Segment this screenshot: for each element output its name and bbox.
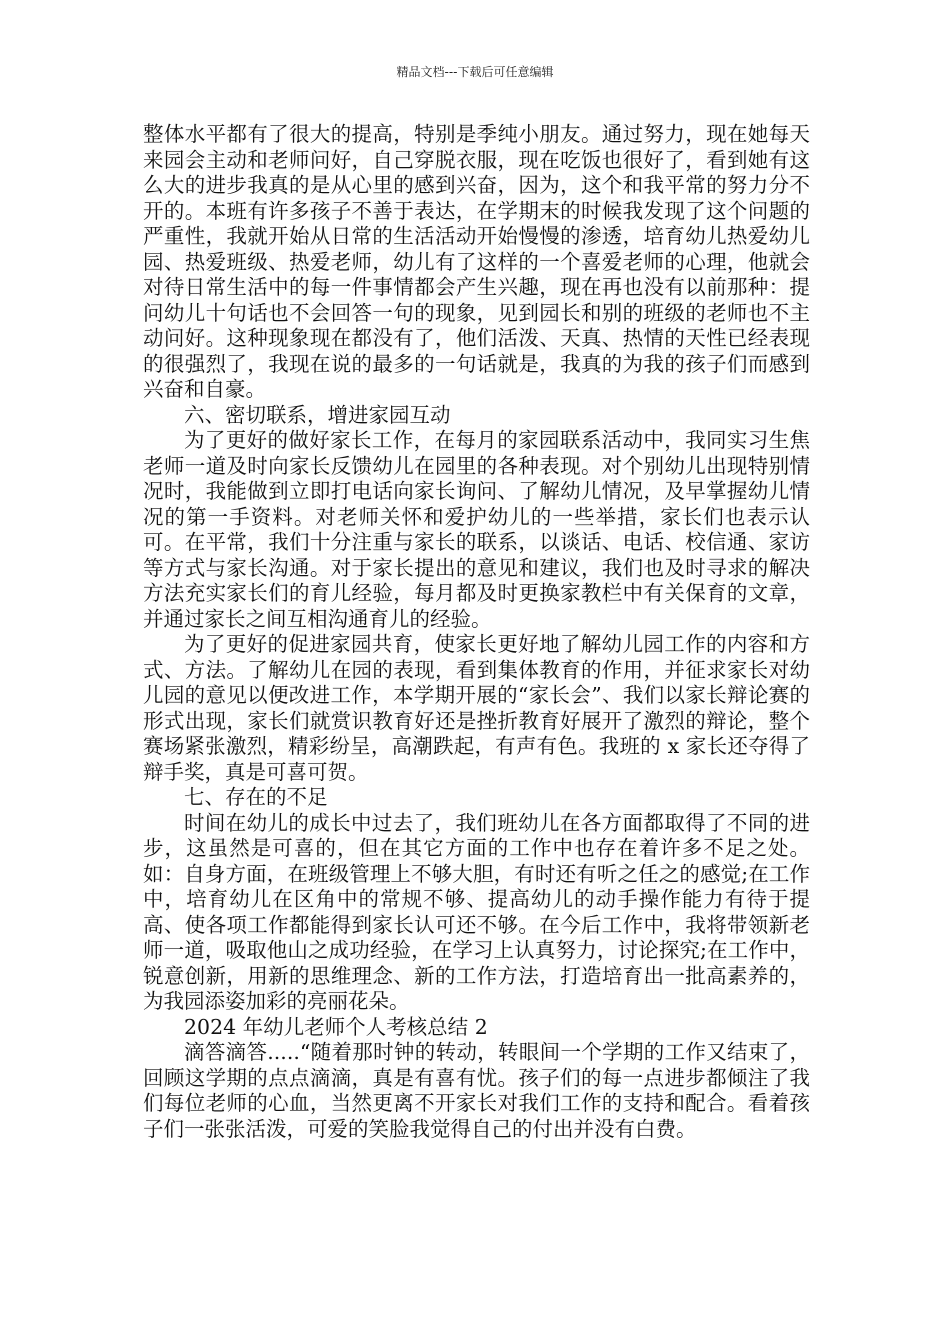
paragraph-home-school-2: 为了更好的促进家园共育，使家长更好地了解幼儿园工作的内容和方式、方法。了解幼儿在园的表现，看到集体教育的作用，并征求家长对幼儿园的意见以便改进工作，本学期开展的“家长会”、我们以家长辩论赛的形式出现，家长们就赏识教育好还是挫折教育好展开了激烈的辩论，整个赛场紧张激烈，精彩纷呈，高潮跌起，有声有色。我班的 x 家长还夺得了辩手奖，真是可喜可贺。: [143, 632, 810, 784]
section-heading-seven: 七、存在的不足: [184, 785, 328, 809]
paragraph-shortcomings: 时间在幼儿的成长中过去了，我们班幼儿在各方面都取得了不同的进步，这虽然是可喜的，但在其它方面的工作中也存在着许多不足之处。如：自身方面，在班级管理上不够大胆，有时还有听之任之的感觉;在工作中，培育幼儿在区角中的常规不够、提高幼儿的动手操作能力有待于提高、使各项工作都能得到家长认可还不够。在今后工作中，我将带领新老师一道，吸取他山之成功经验，在学习上认真努力，讨论探究;在工作中，锐意创新，用新的思维理念、新的工作方法，打造培育出一批高素养的，为我园添姿加彩的亮丽花朵。: [143, 810, 810, 1013]
paragraph-intro-2: 滴答滴答.....“随着那时钟的转动，转眼间一个学期的工作又结束了，回顾这学期的点点滴滴，真是有喜有忧。孩子们的每一点进步都倾注了我们每位老师的心血，当然更离不开家长对我们工作的支持和配合。看着孩子们一张张活泼，可爱的笑脸我觉得自己的付出并没有白费。: [143, 1040, 810, 1141]
paragraph-continued: 整体水平都有了很大的提高，特别是季纯小朋友。通过努力，现在她每天来园会主动和老师问好，自己穿脱衣服，现在吃饭也很好了，看到她有这么大的进步我真的是从心里的感到兴奋，因为，这个和我平常的努力分不开的。本班有许多孩子不善于表达，在学期末的时候我发现了这个问题的严重性，我就开始从日常的生活活动开始慢慢的渗透，培育幼儿热爱幼儿园、热爱班级、热爱老师，幼儿有了这样的一个喜爱老师的心理，他就会对待日常生活中的每一件事情都会产生兴趣，现在再也没有以前那种：提问幼儿十句话也不会回答一句的现象，见到园长和别的班级的老师也不主动问好。这种现象现在都没有了，他们活泼、天真、热情的天性已经表现的很强烈了，我现在说的最多的一句话就是，我真的为我的孩子们而感到兴奋和自豪。: [143, 122, 810, 401]
document-body: [143, 122, 810, 1142]
document-title-2: 2024 年幼儿老师个人考核总结 2: [184, 1014, 488, 1039]
page-header: 精品文档---下载后可任意编辑: [396, 65, 554, 79]
paragraph-home-school-1: 为了更好的做好家长工作，在每月的家园联系活动中，我同实习生焦老师一道及时向家长反馈幼儿在园里的各种表现。对个别幼儿出现特别情况时，我能做到立即打电话向家长询问、了解幼儿情况，及早掌握幼儿情况的第一手资料。对老师关怀和爱护幼儿的一些举措，家长们也表示认可。在平常，我们十分注重与家长的联系，以谈话、电话、校信通、家访等方式与家长沟通。对于家长提出的意见和建议，我们也及时寻求的解决方法充实家长们的育儿经验，每月都及时更换家教栏中有关保育的文章，并通过家长之间互相沟通育儿的经验。: [143, 428, 810, 631]
section-heading-six: 六、密切联系，增进家园互动: [184, 402, 451, 427]
